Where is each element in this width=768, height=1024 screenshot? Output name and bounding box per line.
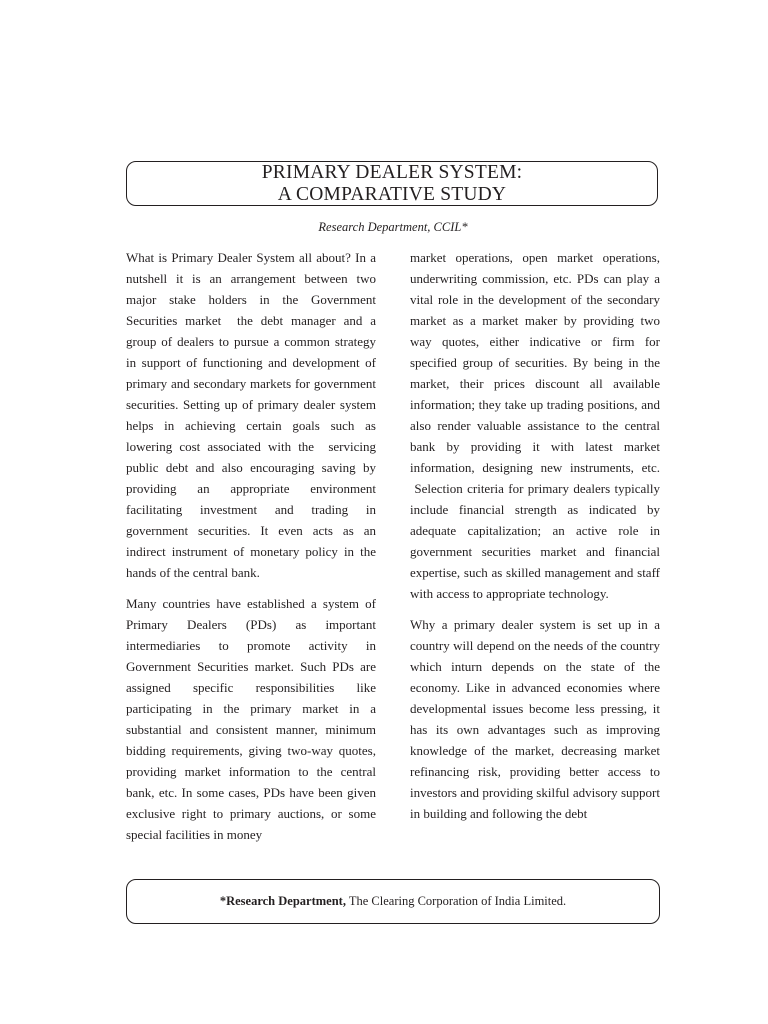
paragraph: Many countries have established a system of Primary Dealers (PDs) as important intermediaries to promote activity in Government Securities market. Such PDs are assigned specific responsibilities like participating in the primary market in a substantial and consistent manner, minimum bidding requirements, giving two-way quotes, providing market information to the central bank, etc. In some cases, PDs have been given exclusive right to primary auctions, or some special facilities in money <box>126 596 376 842</box>
title-line-1: PRIMARY DEALER SYSTEM: <box>261 162 523 183</box>
paragraph: What is Primary Dealer System all about? In a nutshell it is an arrangement between two major stake holders in the Government Securities market the debt manager and a group of dealers to pursue a common strategy in support of functioning and development of primary and secondary markets for government securities. Setting up of primary dealer system helps in achieving certain goals such as lowering cost associated with the servicing public debt and also encouraging saving by providing an appropriate environment facilitating investment and trading in government securities. It even acts as an indirect instrument of monetary policy in the hands of the central bank. <box>126 250 376 580</box>
title-line-2: A COMPARATIVE STUDY <box>277 184 507 205</box>
footnote-box <box>126 879 660 924</box>
footnote-text: The Clearing Corporation of India Limited. <box>345 894 567 908</box>
paragraph: Why a primary dealer system is set up in a country will depend on the needs of the country which inturn depends on the state of the economy. Like in advanced economies where developmental issues become less pressing, it has its own advantages such as improving knowledge of the market, decreasing market refinancing risk, providing better access to investors and providing skilful advisory support in building and following the debt <box>410 617 660 821</box>
paragraph: market operations, open market operations, underwriting commission, etc. PDs can play a vital role in the development of the secondary market as a market maker by providing two way quotes, either indicative or firm for specified group of securities. By being in the market, their prices discount all available information; they take up trading positions, and also render valuable assistance to the central bank by providing it with latest market information, designing new instruments, etc. Selection criteria for primary dealers typically include financial strength as indicated by adequate capitalization; an active role in government securities market and financial expertise, such as skilled management and staff with access to appropriate technology. <box>410 250 660 601</box>
author-line: Research Department, CCIL* <box>318 220 468 234</box>
right-column <box>410 247 660 834</box>
left-column <box>126 247 376 855</box>
title-box <box>126 161 658 206</box>
footnote-label: *Research Department, <box>219 894 346 908</box>
